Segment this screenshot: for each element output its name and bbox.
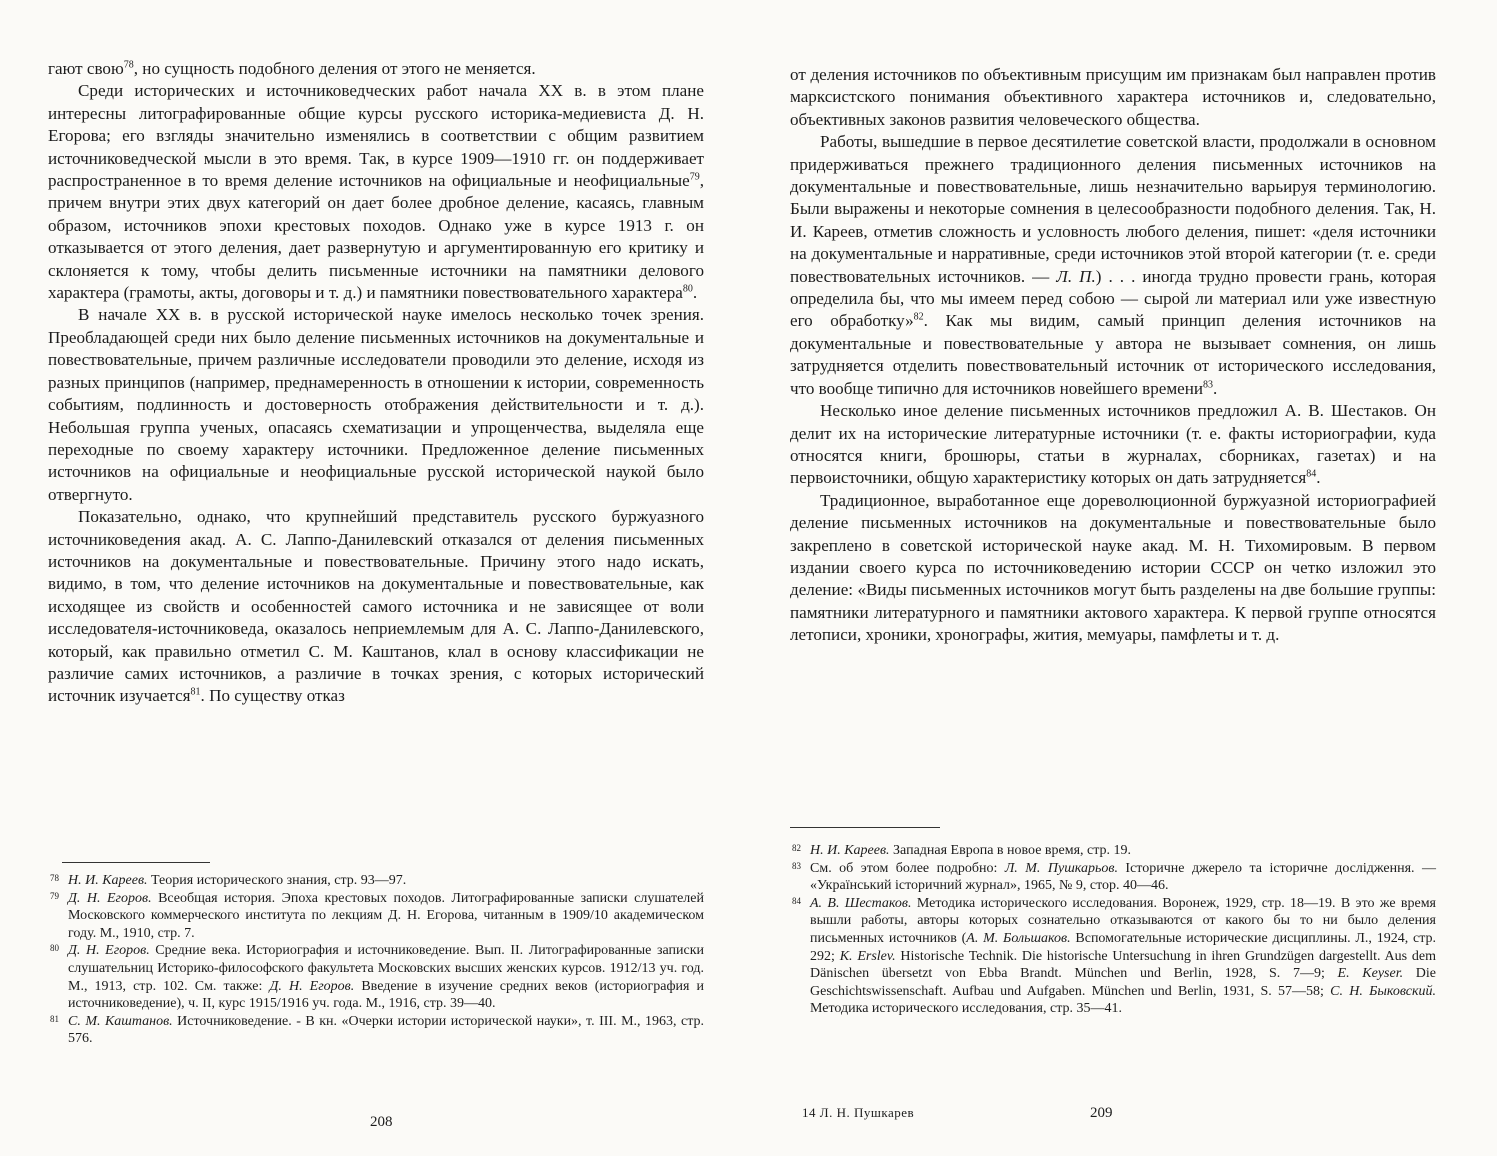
- right-paragraph-4: Традиционное, выработанное еще дореволюционной буржуазной историографией деление письменных источников на документальные и повествовательные было закреплено в советской исторической науке акад. М. Н. Тихомировым. В первом издании своего курса по источниковедению истории СССР он четко изложил это деление: «Виды письменных источников могут быть разделены на две большие группы: памятники литературного и памятники актового характера. К первой группе относятся летописи, хроники, хронографы, жития, мемуары, памфлеты и т. д.: [790, 490, 1436, 645]
- footnote-84: 84 А. В. Шестаков. Методика исторического исследования. Воронеж, 1929, стр. 18—19. В это же время вышли работы, авторы которых сознательно отказываются от какого бы то ни было деления письменных источников (А. М. Большаков. Вспомогательные исторические дисциплины. Л., 1924, стр. 292; K. Erslev. Historische Technik. Die historische Untersuchung in ihren Grundzügen dargestellt. Aus dem Dänischen übersetzt von Ebba Brandt. München und Berlin, 1928, S. 7—9; E. Keyser. Die Geschichtswissenschaft. Aufbau und Aufgaben. München und Berlin, 1931, S. 57—58; С. Н. Быковский. Методика исторического исследования, стр. 35—41.: [792, 895, 1436, 1017]
- left-page-body: [48, 58, 704, 708]
- footnote-ref-79: 79: [689, 171, 700, 183]
- right-page: [790, 0, 1436, 1156]
- right-paragraph-3: Несколько иное деление письменных источников предложил А. В. Шестаков. Он делит их на исторические литературные источники (т. е. факты историографии, куда относятся книги, брошюры, статьи в журналах, сборниках, газетах) и на первоисточники, общую характеристику которых он дать затрудняется$^{84}$.: [790, 401, 1436, 488]
- page-number: 208: [370, 1114, 393, 1130]
- footnote-79: 79 Д. Н. Егоров. Всеобщая история. Эпоха крестовых походов. Литографированные записки слушателей Московского коммерческого института по лекциям Д. Н. Егорова, читанным в 1909/10 академическом году. М., 1910, стр. 7.: [50, 890, 704, 941]
- right-footnotes: [790, 842, 1436, 1018]
- left-paragraph-4: Показательно, однако, что крупнейший представитель русского буржуазного источниковедения акад. А. С. Лаппо-Данилевский отказался от деления письменных источников на документальные и повествовательные. Причину этого надо искать, видимо, в том, что деление источников на документальные и повествовательные, как исходящее из свойств и особенностей самого источника и не зависящее от воли исследователя-источниковеда, оказалось неприемлемым для А. С. Лаппо-Данилевского, который, как правильно отметил С. М. Каштанов, клал в основу классификации не различие самих источников, а различие в точках зрения, с которых исторический источник изучается$^{81}$. По существу отказ: [48, 507, 704, 706]
- page-number: 209: [1090, 1105, 1113, 1121]
- left-paragraph-3: В начале XX в. в русской исторической науке имелось несколько точек зрения. Преобладающей среди них было деление письменных источников на документальные и повествовательные, причем различные исследователи проводили это деление, исходя из разных принципов (например, преднамеренность в отношении к истории, современность событиям, подлинность и достоверность отображения действительности и т. д.). Небольшая группа ученых, опасаясь схематизации и упрощенчества, выделяла еще переходные по своему характеру источники. Предложенное деление письменных источников на официальные и неофициальные русской исторической наукой было отвергнуто.: [48, 305, 704, 504]
- footnote-78: 78 Н. И. Кареев. Теория исторического знания, стр. 93—97.: [50, 873, 407, 888]
- right-paragraph-1: от деления источников по объективным присущим им признакам был направлен против марксистского понимания объективного характера источников и, следовательно, объективных законов развития человеческого общества.: [790, 65, 1436, 129]
- footnote-divider: [790, 827, 940, 828]
- footnote-ref-84: 84: [1306, 468, 1317, 480]
- left-footnotes: [48, 872, 704, 1048]
- footnote-ref-78: 78: [123, 59, 134, 71]
- footnote-ref-80: 80: [682, 283, 693, 295]
- footnote-82: 82 Н. И. Кареев. Западная Европа в новое время, стр. 19.: [792, 843, 1132, 858]
- left-paragraph-1: гают свою$^{78}$, но сущность подобного деления от этого не меняется.: [48, 59, 536, 78]
- footnote-divider: [62, 862, 210, 863]
- footnote-ref-81: 81: [190, 686, 201, 698]
- footnote-83: 83 См. об этом более подробно: Л. М. Пушкарьов. Історичне джерело та історичне дослідження. — «Український історичний журнал», 1965, № 9, стор. 40—46.: [792, 860, 1436, 894]
- footnote-80: 80 Д. Н. Егоров. Средние века. Историография и источниковедение. Вып. II. Литографированные записки слушательниц Историко-философского факультета Московских высших женских курсов. 1912/13 уч. год. М., 1913, стр. 102. См. также: Д. Н. Егоров. Введение в изучение средних веков (историография и источниковедение), ч. II, курс 1915/1916 уч. года. М., 1916, стр. 39—40.: [50, 943, 705, 1012]
- printer-signature: 14 Л. Н. Пушкарев: [802, 1105, 915, 1120]
- footnote-81: 81 С. М. Каштанов. Источниковедение. - В кн. «Очерки истории исторической науки», т. III. М., 1963, стр. 576.: [50, 1013, 704, 1047]
- right-page-body: [790, 64, 1436, 647]
- left-page: [48, 0, 704, 1156]
- right-paragraph-2: Работы, вышедшие в первое десятилетие советской власти, продолжали в основном придерживаться прежнего традиционного деления письменных источников на документальные и повествовательные, лишь незначительно варьируя терминологию. Были выражены и некоторые сомнения в целесообразности подобного деления. Так, Н. И. Кареев, отметив сложность и условность любого деления, пишет: «деля источники на документальные и нарративные, среди источников этой второй категории (т. е. среди повествовательных источников. — Л. П.) . . . иногда трудно провести грань, которая определила бы, что мы имеем перед собою — сырой ли материал или уже известную его обработку»$^{82}$. Как мы видим, самый принцип деления источников на документальные и повествовательные у автора не вызывает сомнения, он лишь затрудняется отделить повествовательный источник от исторического исследования, что вообще типично для источников новейшего времени$^{83}$.: [790, 132, 1436, 398]
- left-paragraph-2: Среди исторических и источниковедческих работ начала XX в. в этом плане интересны литографированные общие курсы русского историка-медиевиста Д. Н. Егорова; его взгляды значительно изменялись в соответствии с общим развитием источниковедческой мысли в это время. Так, в курсе 1909—1910 гг. он поддерживает распространенное в то время деление источников на официальные и неофициальные$^{79}$, причем внутри этих двух категорий он дает более дробное деление, касаясь, главным образом, источников эпохи крестовых походов. Однако уже в курсе 1913 г. он отказывается от этого деления, дает развернутую и аргументированную его критику и склоняется к тому, чтобы делить письменные источники на памятники делового характера (грамоты, акты, договоры и т. д.) и памятники повествовательного характера$^{80}$.: [48, 81, 704, 303]
- footnote-ref-82: 82: [913, 311, 924, 323]
- footnote-ref-83: 83: [1203, 379, 1214, 390]
